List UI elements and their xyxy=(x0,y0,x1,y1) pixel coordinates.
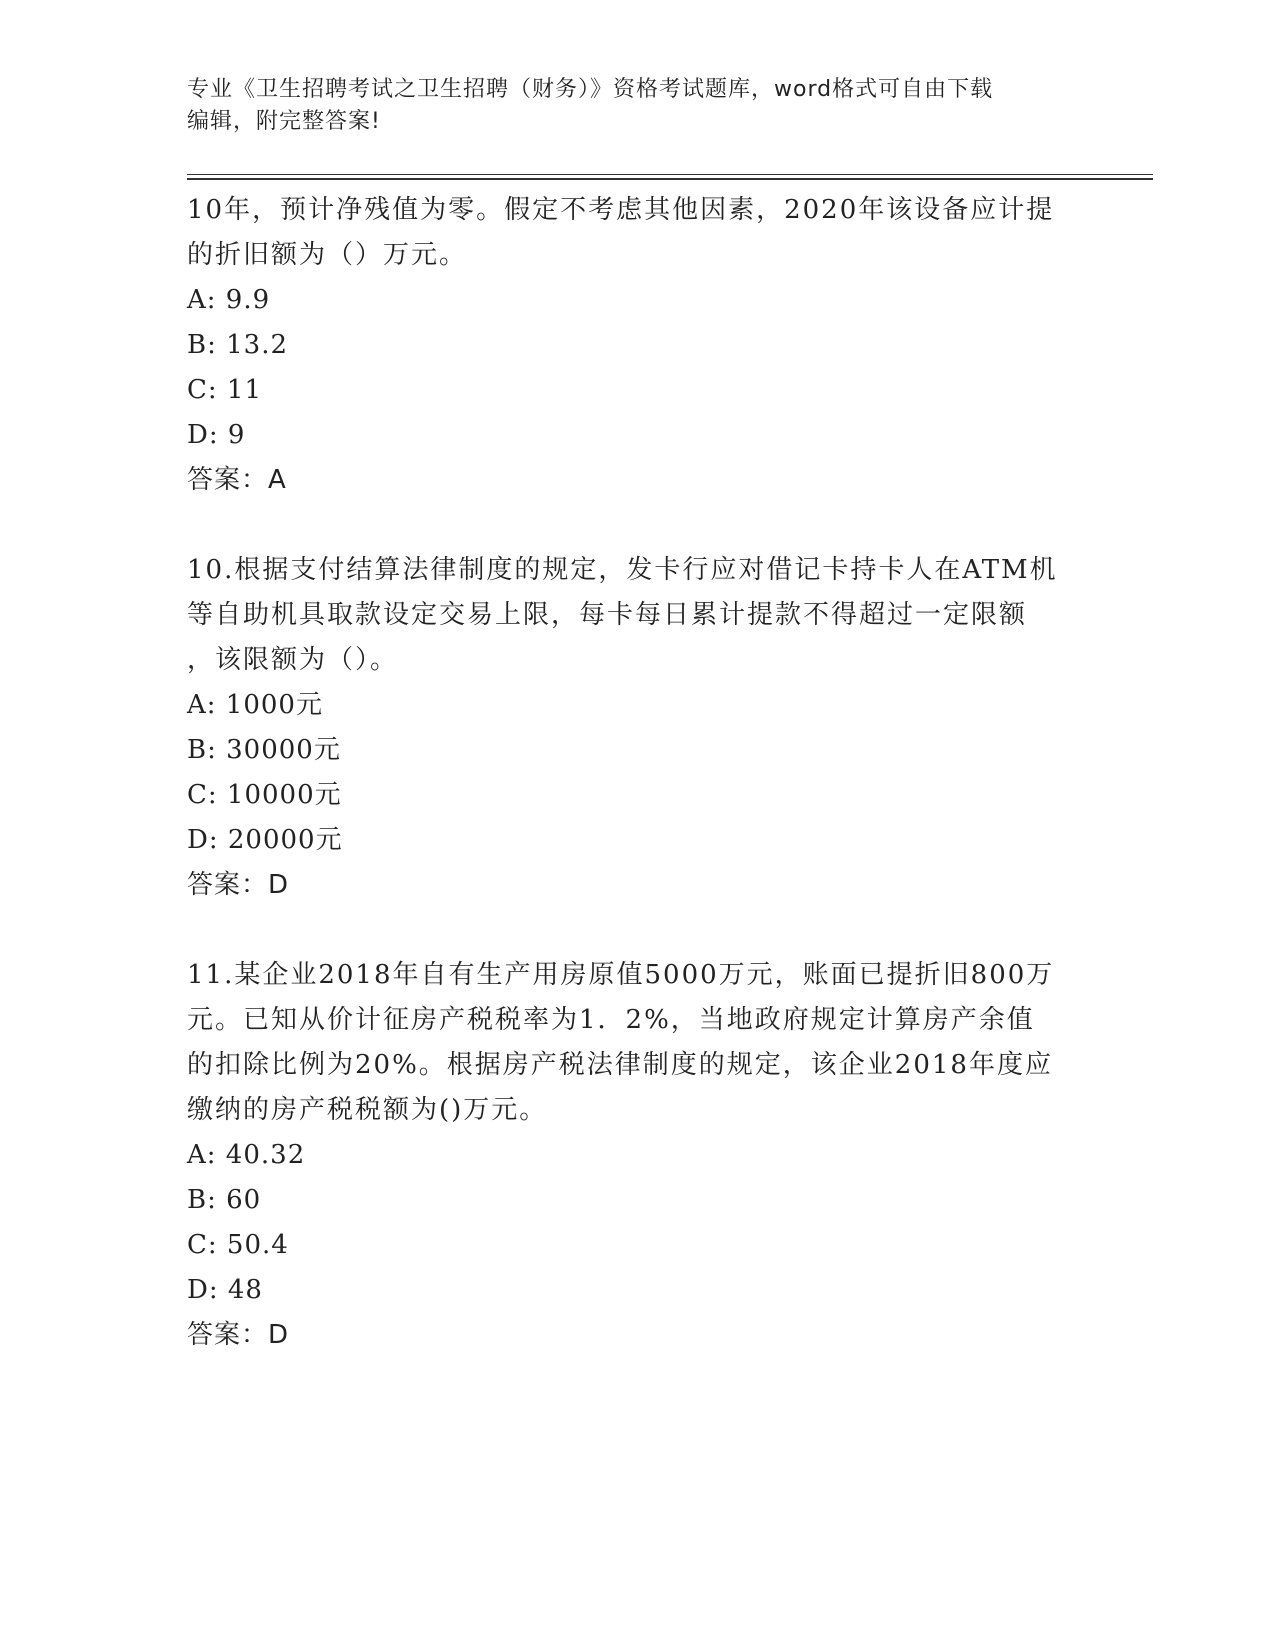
option-d: D: 9 xyxy=(187,420,246,450)
page-header xyxy=(187,74,1087,138)
question-line: 的折旧额为（）万元。 xyxy=(187,240,468,270)
answer-line: 答案：D xyxy=(187,1320,290,1350)
option-b: B: 13.2 xyxy=(187,330,289,360)
question-line: 元。已知从价计征房产税税率为1．2%，当地政府规定计算房产余值 xyxy=(187,1005,1035,1035)
question-text xyxy=(187,188,1087,278)
spacer xyxy=(187,503,1087,548)
option-a: A: 9.9 xyxy=(187,285,271,315)
option-c: C: 50.4 xyxy=(187,1230,289,1260)
option-a: A: 1000元 xyxy=(187,690,323,720)
option-c: C: 11 xyxy=(187,375,263,405)
option-c: C: 10000元 xyxy=(187,780,342,810)
answer-line: 答案：D xyxy=(187,870,290,900)
question-line: 10年，预计净残值为零。假定不考虑其他因素，2020年该设备应计提 xyxy=(187,195,1055,225)
answer-line: 答案：A xyxy=(187,465,287,495)
question-text xyxy=(187,548,1087,683)
question-block xyxy=(187,188,1087,503)
header-divider-thin xyxy=(187,174,1153,175)
option-a: A: 40.32 xyxy=(187,1140,306,1170)
header-line-2: 编辑，附完整答案! xyxy=(187,109,381,134)
question-line: 10.根据支付结算法律制度的规定，发卡行应对借记卡持卡人在ATM机 xyxy=(187,555,1058,585)
question-block xyxy=(187,953,1087,1358)
spacer xyxy=(187,908,1087,953)
question-list xyxy=(187,188,1087,1358)
option-d: D: 20000元 xyxy=(187,825,343,855)
question-text xyxy=(187,953,1087,1133)
option-b: B: 30000元 xyxy=(187,735,341,765)
question-line: 等自助机具取款设定交易上限，每卡每日累计提款不得超过一定限额 xyxy=(187,600,1028,630)
header-divider-thick xyxy=(187,178,1153,180)
question-line: 的扣除比例为20%。根据房产税法律制度的规定，该企业2018年度应 xyxy=(187,1050,1053,1080)
header-line-1: 专业《卫生招聘考试之卫生招聘（财务）》资格考试题库，word格式可自由下载 xyxy=(187,77,994,102)
option-d: D: 48 xyxy=(187,1275,263,1305)
question-line: ，该限额为（）。 xyxy=(187,645,399,675)
question-block xyxy=(187,548,1087,908)
question-line: 11.某企业2018年自有生产用房原值5000万元，账面已提折旧800万 xyxy=(187,960,1055,990)
question-line: 缴纳的房产税税额为()万元。 xyxy=(187,1095,548,1125)
option-b: B: 60 xyxy=(187,1185,262,1215)
